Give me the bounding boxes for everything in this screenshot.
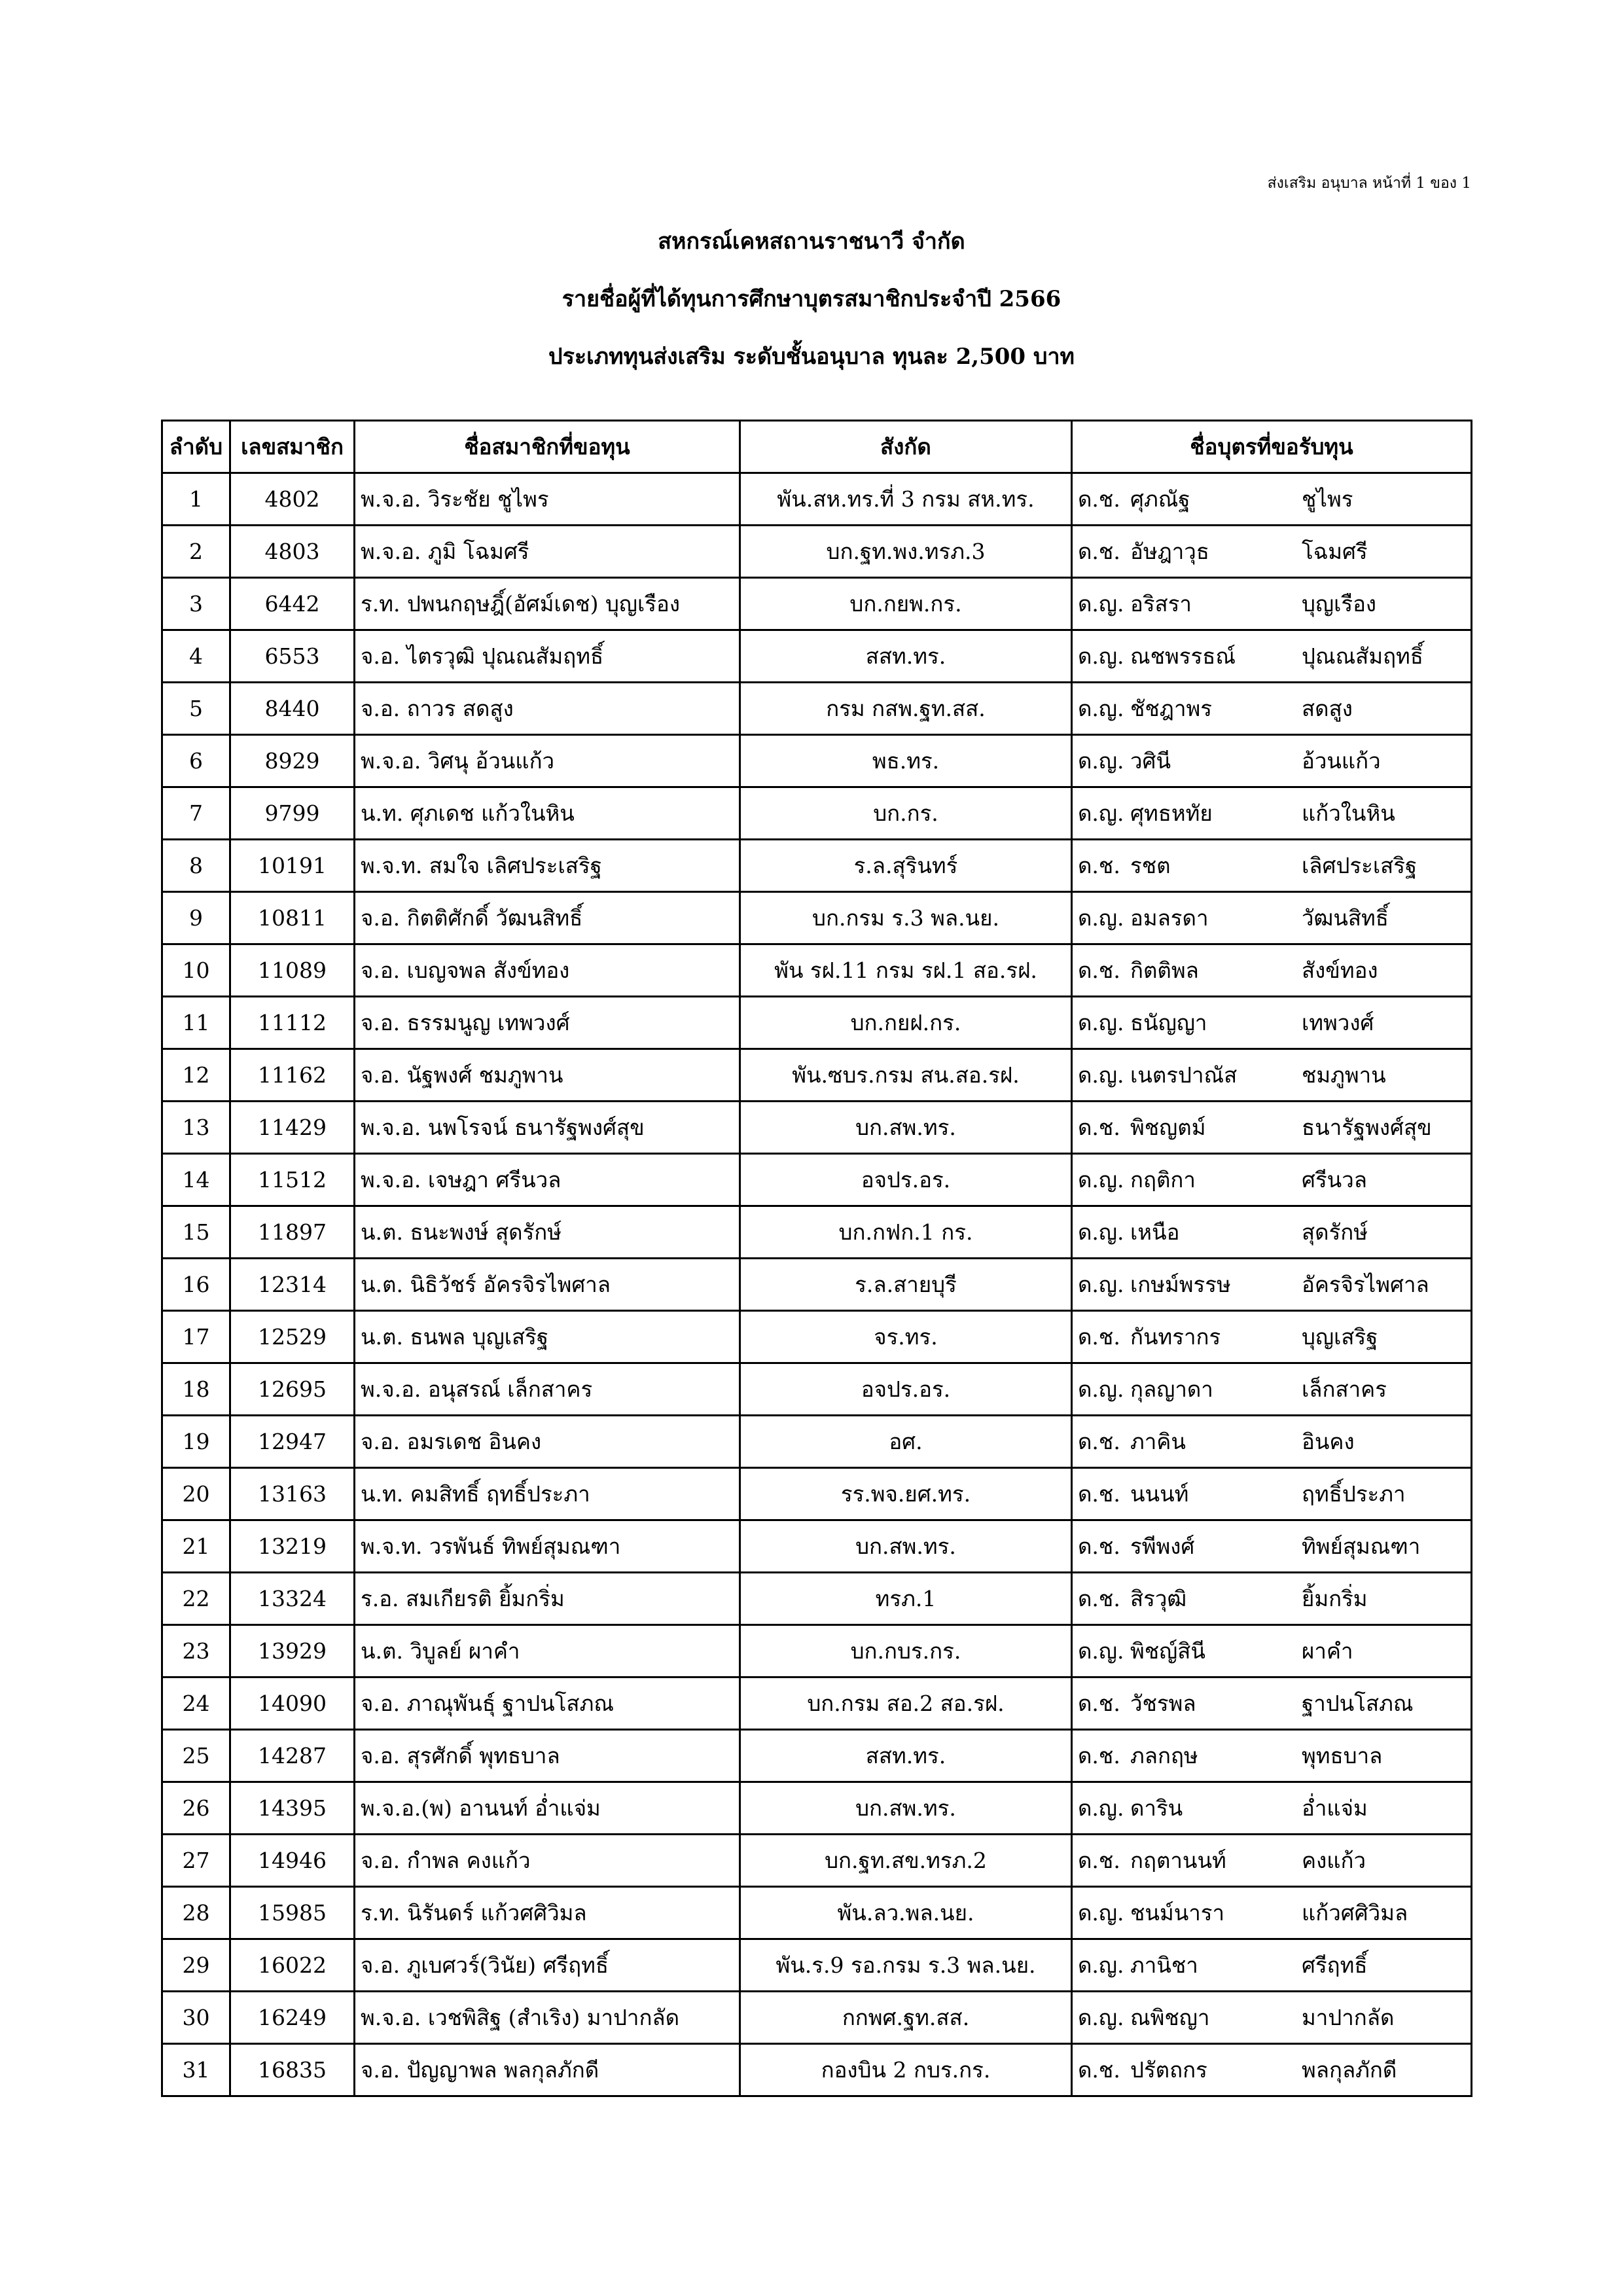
cell-child-name bbox=[1072, 1206, 1472, 1259]
cell-member-id: 11162 bbox=[230, 1049, 355, 1102]
cell-unit: พัน.ลว.พล.นย. bbox=[740, 1887, 1072, 1939]
table-row bbox=[162, 1939, 1472, 1992]
cell-child-name bbox=[1072, 526, 1472, 578]
child-last-name: อ่ำแจ่ม bbox=[1302, 1795, 1368, 1821]
child-prefix: ด.ช. bbox=[1078, 1481, 1120, 1507]
cell-member-name: จ.อ. กิตติศักดิ์ วัฒนสิทธิ์ bbox=[355, 892, 740, 944]
table-header-row bbox=[162, 421, 1472, 473]
cell-order: 8 bbox=[162, 840, 230, 892]
cell-child-name bbox=[1072, 1730, 1472, 1782]
cell-child-name bbox=[1072, 1887, 1472, 1939]
child-last-name: แก้วในหิน bbox=[1302, 800, 1395, 826]
cell-member-name: จ.อ. ถาวร สดสูง bbox=[355, 683, 740, 735]
child-last-name: พุทธบาล bbox=[1302, 1743, 1383, 1768]
cell-member-id: 16022 bbox=[230, 1939, 355, 1992]
cell-unit: สสท.ทร. bbox=[740, 1730, 1072, 1782]
table-row bbox=[162, 2044, 1472, 2096]
child-first-name: วัชรพล bbox=[1130, 1691, 1196, 1716]
cell-unit: รร.พจ.ยศ.ทร. bbox=[740, 1468, 1072, 1520]
cell-child-name bbox=[1072, 1835, 1472, 1887]
child-last-name: อ้วนแก้ว bbox=[1302, 748, 1381, 774]
header-member-name: ชื่อสมาชิกที่ขอทุน bbox=[355, 421, 740, 473]
cell-member-name: น.ต. นิธิวัชร์ อัครจิรไพศาล bbox=[355, 1259, 740, 1311]
cell-member-name: จ.อ. กำพล คงแก้ว bbox=[355, 1835, 740, 1887]
child-first-name: ศุภณัฐ bbox=[1130, 486, 1190, 512]
cell-member-name: จ.อ. ปัญญาพล พลกุลภักดี bbox=[355, 2044, 740, 2096]
cell-member-id: 4802 bbox=[230, 473, 355, 526]
cell-order: 23 bbox=[162, 1625, 230, 1677]
child-last-name: ยิ้มกริ่ม bbox=[1302, 1586, 1368, 1611]
cell-unit: บก.ฐท.พง.ทรภ.3 bbox=[740, 526, 1072, 578]
table-row bbox=[162, 473, 1472, 526]
cell-child-name bbox=[1072, 2044, 1472, 2096]
child-first-name: ณชพรรธณ์ bbox=[1130, 643, 1236, 669]
table-row bbox=[162, 787, 1472, 840]
cell-child-name bbox=[1072, 683, 1472, 735]
cell-member-id: 14287 bbox=[230, 1730, 355, 1782]
table-row bbox=[162, 1992, 1472, 2044]
table-row bbox=[162, 1102, 1472, 1154]
cell-unit: พธ.ทร. bbox=[740, 735, 1072, 787]
table-row bbox=[162, 578, 1472, 630]
cell-unit: บก.สพ.ทร. bbox=[740, 1520, 1072, 1573]
cell-order: 30 bbox=[162, 1992, 230, 2044]
cell-unit: กรม กสพ.ฐท.สส. bbox=[740, 683, 1072, 735]
cell-order: 21 bbox=[162, 1520, 230, 1573]
table-row bbox=[162, 1573, 1472, 1625]
cell-child-name bbox=[1072, 1573, 1472, 1625]
cell-child-name bbox=[1072, 1782, 1472, 1835]
cell-child-name bbox=[1072, 944, 1472, 997]
cell-order: 1 bbox=[162, 473, 230, 526]
table-row bbox=[162, 1259, 1472, 1311]
cell-member-name: น.ต. ธนะพงษ์ สุดรักษ์ bbox=[355, 1206, 740, 1259]
cell-unit: บก.สพ.ทร. bbox=[740, 1102, 1072, 1154]
cell-order: 29 bbox=[162, 1939, 230, 1992]
child-prefix: ด.ช. bbox=[1078, 958, 1120, 983]
cell-child-name bbox=[1072, 1049, 1472, 1102]
cell-order: 3 bbox=[162, 578, 230, 630]
child-prefix: ด.ญ. bbox=[1078, 1272, 1124, 1297]
cell-child-name bbox=[1072, 1154, 1472, 1206]
child-first-name: กันทรากร bbox=[1130, 1324, 1221, 1350]
child-last-name: ศรีฤทธิ์ bbox=[1302, 1952, 1368, 1978]
child-last-name: สังข์ทอง bbox=[1302, 958, 1378, 983]
cell-member-name: ร.ท. นิรันดร์ แก้วศศิวิมล bbox=[355, 1887, 740, 1939]
header-member-id: เลขสมาชิก bbox=[230, 421, 355, 473]
table-row bbox=[162, 1625, 1472, 1677]
cell-member-name: พ.จ.อ. นพโรจน์ ธนารัฐพงศ์สุข bbox=[355, 1102, 740, 1154]
child-first-name: ดาริน bbox=[1130, 1795, 1183, 1821]
cell-member-name: น.ต. ธนพล บุญเสริฐ bbox=[355, 1311, 740, 1363]
cell-member-id: 12695 bbox=[230, 1363, 355, 1416]
cell-member-id: 11897 bbox=[230, 1206, 355, 1259]
cell-order: 5 bbox=[162, 683, 230, 735]
child-prefix: ด.ช. bbox=[1078, 1429, 1120, 1454]
child-prefix: ด.ญ. bbox=[1078, 2005, 1124, 2030]
cell-member-name: น.ท. ศุภเดช แก้วในหิน bbox=[355, 787, 740, 840]
cell-order: 15 bbox=[162, 1206, 230, 1259]
table-row bbox=[162, 630, 1472, 683]
cell-child-name bbox=[1072, 578, 1472, 630]
child-prefix: ด.ญ. bbox=[1078, 1952, 1124, 1978]
table-row bbox=[162, 526, 1472, 578]
child-last-name: ทิพย์สุมณฑา bbox=[1302, 1534, 1421, 1559]
table-row bbox=[162, 892, 1472, 944]
table-row bbox=[162, 1520, 1472, 1573]
table-row bbox=[162, 997, 1472, 1049]
child-prefix: ด.ช. bbox=[1078, 1324, 1120, 1350]
child-prefix: ด.ญ. bbox=[1078, 1167, 1124, 1193]
cell-member-id: 11089 bbox=[230, 944, 355, 997]
cell-member-id: 8440 bbox=[230, 683, 355, 735]
child-prefix: ด.ญ. bbox=[1078, 1062, 1124, 1088]
cell-member-name: ร.ท. ปพนกฤษฎิ์(อัศม์เดช) บุญเรือง bbox=[355, 578, 740, 630]
cell-member-name: พ.จ.อ. เวชพิสิฐ (สำเริง) มาปากลัด bbox=[355, 1992, 740, 2044]
cell-child-name bbox=[1072, 892, 1472, 944]
cell-member-id: 15985 bbox=[230, 1887, 355, 1939]
child-prefix: ด.ญ. bbox=[1078, 748, 1124, 774]
child-first-name: พิชญตม์ bbox=[1130, 1115, 1206, 1140]
child-prefix: ด.ช. bbox=[1078, 1743, 1120, 1768]
cell-member-name: พ.จ.ท. สมใจ เลิศประเสริฐ bbox=[355, 840, 740, 892]
cell-member-id: 9799 bbox=[230, 787, 355, 840]
child-prefix: ด.ช. bbox=[1078, 486, 1120, 512]
cell-child-name bbox=[1072, 1311, 1472, 1363]
cell-unit: อศ. bbox=[740, 1416, 1072, 1468]
cell-child-name bbox=[1072, 473, 1472, 526]
cell-order: 25 bbox=[162, 1730, 230, 1782]
table-row bbox=[162, 1887, 1472, 1939]
child-prefix: ด.ญ. bbox=[1078, 905, 1124, 931]
child-prefix: ด.ญ. bbox=[1078, 591, 1124, 617]
child-prefix: ด.ช. bbox=[1078, 1115, 1120, 1140]
child-prefix: ด.ช. bbox=[1078, 1534, 1120, 1559]
child-first-name: อริสรา bbox=[1130, 591, 1192, 617]
table-row bbox=[162, 1416, 1472, 1468]
cell-order: 27 bbox=[162, 1835, 230, 1887]
table-row bbox=[162, 735, 1472, 787]
document-title-block bbox=[0, 213, 1623, 386]
child-last-name: ฤทธิ์ประภา bbox=[1302, 1481, 1406, 1507]
table-row bbox=[162, 1468, 1472, 1520]
child-last-name: บุญเสริฐ bbox=[1302, 1324, 1378, 1350]
cell-child-name bbox=[1072, 1625, 1472, 1677]
child-first-name: ภาคิน bbox=[1130, 1429, 1186, 1454]
cell-member-id: 13219 bbox=[230, 1520, 355, 1573]
cell-unit: บก.กยฝ.กร. bbox=[740, 997, 1072, 1049]
cell-order: 18 bbox=[162, 1363, 230, 1416]
table-row bbox=[162, 1049, 1472, 1102]
cell-unit: ทรภ.1 bbox=[740, 1573, 1072, 1625]
cell-unit: บก.สพ.ทร. bbox=[740, 1782, 1072, 1835]
table-row bbox=[162, 1835, 1472, 1887]
child-last-name: พลกุลภักดี bbox=[1302, 2057, 1397, 2083]
child-prefix: ด.ช. bbox=[1078, 1586, 1120, 1611]
scholarship-table bbox=[161, 420, 1472, 2097]
child-first-name: รชต bbox=[1130, 853, 1171, 878]
cell-member-name: จ.อ. สุรศักดิ์ พุทธบาล bbox=[355, 1730, 740, 1782]
table-row bbox=[162, 1730, 1472, 1782]
cell-order: 11 bbox=[162, 997, 230, 1049]
cell-unit: บก.กฟก.1 กร. bbox=[740, 1206, 1072, 1259]
child-first-name: ศุทธหทัย bbox=[1130, 800, 1213, 826]
cell-order: 31 bbox=[162, 2044, 230, 2096]
child-prefix: ด.ญ. bbox=[1078, 1638, 1124, 1664]
child-first-name: กิตติพล bbox=[1130, 958, 1199, 983]
cell-member-id: 14946 bbox=[230, 1835, 355, 1887]
child-last-name: ชมภูพาน bbox=[1302, 1062, 1386, 1088]
child-last-name: สดสูง bbox=[1302, 696, 1353, 721]
cell-member-name: จ.อ. ภูเบศวร์(วินัย) ศรีฤทธิ์ bbox=[355, 1939, 740, 1992]
cell-unit: บก.กร. bbox=[740, 787, 1072, 840]
child-last-name: ปุณณสัมฤทธิ์ bbox=[1302, 643, 1423, 669]
child-first-name: รพีพงศ์ bbox=[1130, 1534, 1195, 1559]
cell-member-id: 13163 bbox=[230, 1468, 355, 1520]
cell-member-name: พ.จ.อ. ภูมิ โฉมศรี bbox=[355, 526, 740, 578]
child-prefix: ด.ช. bbox=[1078, 2057, 1120, 2083]
table-row bbox=[162, 944, 1472, 997]
table-row bbox=[162, 1677, 1472, 1730]
header-unit: สังกัด bbox=[740, 421, 1072, 473]
child-last-name: คงแก้ว bbox=[1302, 1848, 1366, 1873]
cell-order: 20 bbox=[162, 1468, 230, 1520]
cell-unit: บก.กบร.กร. bbox=[740, 1625, 1072, 1677]
child-first-name: วศินี bbox=[1130, 748, 1171, 774]
cell-member-id: 12314 bbox=[230, 1259, 355, 1311]
cell-member-id: 6553 bbox=[230, 630, 355, 683]
cell-member-id: 11429 bbox=[230, 1102, 355, 1154]
child-last-name: ธนารัฐพงศ์สุข bbox=[1302, 1115, 1432, 1140]
cell-child-name bbox=[1072, 1259, 1472, 1311]
cell-member-id: 16249 bbox=[230, 1992, 355, 2044]
cell-order: 14 bbox=[162, 1154, 230, 1206]
cell-order: 2 bbox=[162, 526, 230, 578]
table-row bbox=[162, 1782, 1472, 1835]
child-first-name: เกษม์พรรษ bbox=[1130, 1272, 1231, 1297]
child-prefix: ด.ญ. bbox=[1078, 1219, 1124, 1245]
cell-child-name bbox=[1072, 1520, 1472, 1573]
child-first-name: ณพิชญา bbox=[1130, 2005, 1210, 2030]
cell-unit: สสท.ทร. bbox=[740, 630, 1072, 683]
title-cooperative-name: สหกรณ์เคหสถานราชนาวี จำกัด bbox=[658, 228, 965, 255]
header-child-name: ชื่อบุตรที่ขอรับทุน bbox=[1072, 421, 1472, 473]
child-last-name: อินคง bbox=[1302, 1429, 1355, 1454]
cell-unit: อจปร.อร. bbox=[740, 1154, 1072, 1206]
child-first-name: กฤตานนท์ bbox=[1130, 1848, 1226, 1873]
cell-unit: บก.กรม ร.3 พล.นย. bbox=[740, 892, 1072, 944]
child-first-name: ชัชฎาพร bbox=[1130, 696, 1212, 721]
cell-member-name: พ.จ.อ. เจษฎา ศรีนวล bbox=[355, 1154, 740, 1206]
cell-member-id: 13324 bbox=[230, 1573, 355, 1625]
cell-member-id: 16835 bbox=[230, 2044, 355, 2096]
cell-member-id: 12529 bbox=[230, 1311, 355, 1363]
child-last-name: ผาคำ bbox=[1302, 1638, 1353, 1664]
cell-unit: พัน.ร.9 รอ.กรม ร.3 พล.นย. bbox=[740, 1939, 1072, 1992]
cell-child-name bbox=[1072, 1102, 1472, 1154]
child-prefix: ด.ช. bbox=[1078, 853, 1120, 878]
child-last-name: ศรีนวล bbox=[1302, 1167, 1367, 1193]
cell-member-name: จ.อ. เบญจพล สังข์ทอง bbox=[355, 944, 740, 997]
cell-unit: บก.กรม สอ.2 สอ.รฝ. bbox=[740, 1677, 1072, 1730]
cell-child-name bbox=[1072, 1416, 1472, 1468]
child-prefix: ด.ญ. bbox=[1078, 1010, 1124, 1035]
child-first-name: พิชญ์สินี bbox=[1130, 1638, 1205, 1664]
cell-child-name bbox=[1072, 1363, 1472, 1416]
child-prefix: ด.ญ. bbox=[1078, 643, 1124, 669]
child-last-name: เลิศประเสริฐ bbox=[1302, 853, 1418, 878]
cell-order: 10 bbox=[162, 944, 230, 997]
cell-child-name bbox=[1072, 735, 1472, 787]
table-row bbox=[162, 1363, 1472, 1416]
cell-member-name: จ.อ. นัฐพงศ์ ชมภูพาน bbox=[355, 1049, 740, 1102]
cell-order: 28 bbox=[162, 1887, 230, 1939]
child-prefix: ด.ช. bbox=[1078, 539, 1120, 564]
cell-child-name bbox=[1072, 630, 1472, 683]
table-row bbox=[162, 1154, 1472, 1206]
cell-order: 4 bbox=[162, 630, 230, 683]
child-first-name: เหนือ bbox=[1130, 1219, 1180, 1245]
child-first-name: กุลญาดา bbox=[1130, 1376, 1213, 1402]
cell-order: 13 bbox=[162, 1102, 230, 1154]
cell-order: 26 bbox=[162, 1782, 230, 1835]
cell-child-name bbox=[1072, 1468, 1472, 1520]
cell-order: 16 bbox=[162, 1259, 230, 1311]
child-prefix: ด.ญ. bbox=[1078, 800, 1124, 826]
cell-member-name: พ.จ.อ. วิระชัย ชูไพร bbox=[355, 473, 740, 526]
cell-child-name bbox=[1072, 1992, 1472, 2044]
child-last-name: แก้วศศิวิมล bbox=[1302, 1900, 1408, 1926]
cell-member-id: 8929 bbox=[230, 735, 355, 787]
cell-unit: อจปร.อร. bbox=[740, 1363, 1072, 1416]
table-row bbox=[162, 840, 1472, 892]
child-first-name: ภานิชา bbox=[1130, 1952, 1198, 1978]
cell-member-name: พ.จ.อ.(พ) อานนท์ อ่ำแจ่ม bbox=[355, 1782, 740, 1835]
child-last-name: สุดรักษ์ bbox=[1302, 1219, 1368, 1245]
child-last-name: ฐาปนโสภณ bbox=[1302, 1691, 1414, 1716]
cell-order: 6 bbox=[162, 735, 230, 787]
cell-member-id: 6442 bbox=[230, 578, 355, 630]
cell-member-name: น.ต. วิบูลย์ ผาคำ bbox=[355, 1625, 740, 1677]
cell-unit: พัน.ซบร.กรม สน.สอ.รฝ. bbox=[740, 1049, 1072, 1102]
cell-order: 24 bbox=[162, 1677, 230, 1730]
child-last-name: เทพวงศ์ bbox=[1302, 1010, 1374, 1035]
cell-child-name bbox=[1072, 1939, 1472, 1992]
child-prefix: ด.ญ. bbox=[1078, 1900, 1124, 1926]
child-first-name: สิรวุฒิ bbox=[1130, 1586, 1187, 1611]
child-last-name: วัฒนสิทธิ์ bbox=[1302, 905, 1389, 931]
child-last-name: อัครจิรไพศาล bbox=[1302, 1272, 1429, 1297]
child-first-name: อมลรดา bbox=[1130, 905, 1209, 931]
child-last-name: บุญเรือง bbox=[1302, 591, 1377, 617]
cell-member-id: 13929 bbox=[230, 1625, 355, 1677]
cell-member-id: 11512 bbox=[230, 1154, 355, 1206]
child-prefix: ด.ญ. bbox=[1078, 1376, 1124, 1402]
table-row bbox=[162, 683, 1472, 735]
cell-member-name: จ.อ. ธรรมนูญ เทพวงศ์ bbox=[355, 997, 740, 1049]
header-order: ลำดับ bbox=[162, 421, 230, 473]
cell-order: 9 bbox=[162, 892, 230, 944]
child-last-name: เล็กสาคร bbox=[1302, 1376, 1387, 1402]
cell-member-id: 4803 bbox=[230, 526, 355, 578]
cell-member-id: 11112 bbox=[230, 997, 355, 1049]
child-prefix: ด.ญ. bbox=[1078, 696, 1124, 721]
cell-child-name bbox=[1072, 840, 1472, 892]
child-first-name: ชนม์นารา bbox=[1130, 1900, 1225, 1926]
cell-member-name: ร.อ. สมเกียรติ ยิ้มกริ่ม bbox=[355, 1573, 740, 1625]
cell-unit: พัน รฝ.11 กรม รฝ.1 สอ.รฝ. bbox=[740, 944, 1072, 997]
child-prefix: ด.ญ. bbox=[1078, 1795, 1124, 1821]
child-first-name: นนนท์ bbox=[1130, 1481, 1189, 1507]
cell-member-name: พ.จ.อ. อนุสรณ์ เล็กสาคร bbox=[355, 1363, 740, 1416]
cell-member-id: 14395 bbox=[230, 1782, 355, 1835]
child-last-name: มาปากลัด bbox=[1302, 2005, 1395, 2030]
child-first-name: ภลกฤษ bbox=[1130, 1743, 1198, 1768]
cell-member-name: จ.อ. ภาณุพันธุ์ ฐาปนโสภณ bbox=[355, 1677, 740, 1730]
cell-order: 12 bbox=[162, 1049, 230, 1102]
cell-unit: ร.ล.สายบุรี bbox=[740, 1259, 1072, 1311]
cell-member-id: 10811 bbox=[230, 892, 355, 944]
title-scholarship-type: ประเภททุนส่งเสริม ระดับชั้นอนุบาล ทุนละ 2,500 บาท bbox=[548, 344, 1075, 370]
cell-unit: บก.กยพ.กร. bbox=[740, 578, 1072, 630]
cell-member-id: 14090 bbox=[230, 1677, 355, 1730]
table-row bbox=[162, 1206, 1472, 1259]
cell-unit: ร.ล.สุรินทร์ bbox=[740, 840, 1072, 892]
cell-child-name bbox=[1072, 997, 1472, 1049]
cell-child-name bbox=[1072, 1677, 1472, 1730]
child-prefix: ด.ช. bbox=[1078, 1848, 1120, 1873]
cell-unit: จร.ทร. bbox=[740, 1311, 1072, 1363]
child-first-name: ธนัญญา bbox=[1130, 1010, 1207, 1035]
cell-unit: บก.ฐท.สข.ทรภ.2 bbox=[740, 1835, 1072, 1887]
cell-order: 22 bbox=[162, 1573, 230, 1625]
child-first-name: อัษฎาวุธ bbox=[1130, 539, 1209, 564]
cell-member-name: จ.อ. อมรเดช อินคง bbox=[355, 1416, 740, 1468]
cell-child-name bbox=[1072, 787, 1472, 840]
title-list-description: รายชื่อผู้ที่ได้ทุนการศึกษาบุตรสมาชิกประจำปี 2566 bbox=[562, 286, 1061, 312]
child-last-name: ชูไพร bbox=[1302, 486, 1353, 512]
cell-order: 17 bbox=[162, 1311, 230, 1363]
cell-unit: กองบิน 2 กบร.กร. bbox=[740, 2044, 1072, 2096]
cell-member-name: พ.จ.ท. วรพันธ์ ทิพย์สุมณฑา bbox=[355, 1520, 740, 1573]
cell-order: 19 bbox=[162, 1416, 230, 1468]
child-first-name: เนตรปาณัส bbox=[1130, 1062, 1238, 1088]
cell-member-name: น.ท. คมสิทธิ์ ฤทธิ์ประภา bbox=[355, 1468, 740, 1520]
cell-member-id: 12947 bbox=[230, 1416, 355, 1468]
cell-unit: พัน.สห.ทร.ที่ 3 กรม สห.ทร. bbox=[740, 473, 1072, 526]
cell-member-name: จ.อ. ไตรวุฒิ ปุณณสัมฤทธิ์ bbox=[355, 630, 740, 683]
child-prefix: ด.ช. bbox=[1078, 1691, 1120, 1716]
table-row bbox=[162, 1311, 1472, 1363]
cell-member-name: พ.จ.อ. วิศนุ อ้วนแก้ว bbox=[355, 735, 740, 787]
cell-order: 7 bbox=[162, 787, 230, 840]
cell-unit: กกพศ.ฐท.สส. bbox=[740, 1992, 1072, 2044]
child-first-name: ปรัตถกร bbox=[1130, 2057, 1207, 2083]
child-last-name: โฉมศรี bbox=[1302, 539, 1368, 564]
child-first-name: กฤติกา bbox=[1130, 1167, 1196, 1193]
cell-member-id: 10191 bbox=[230, 840, 355, 892]
page-reference: ส่งเสริม อนุบาล หน้าที่ 1 ของ 1 bbox=[1267, 175, 1471, 192]
